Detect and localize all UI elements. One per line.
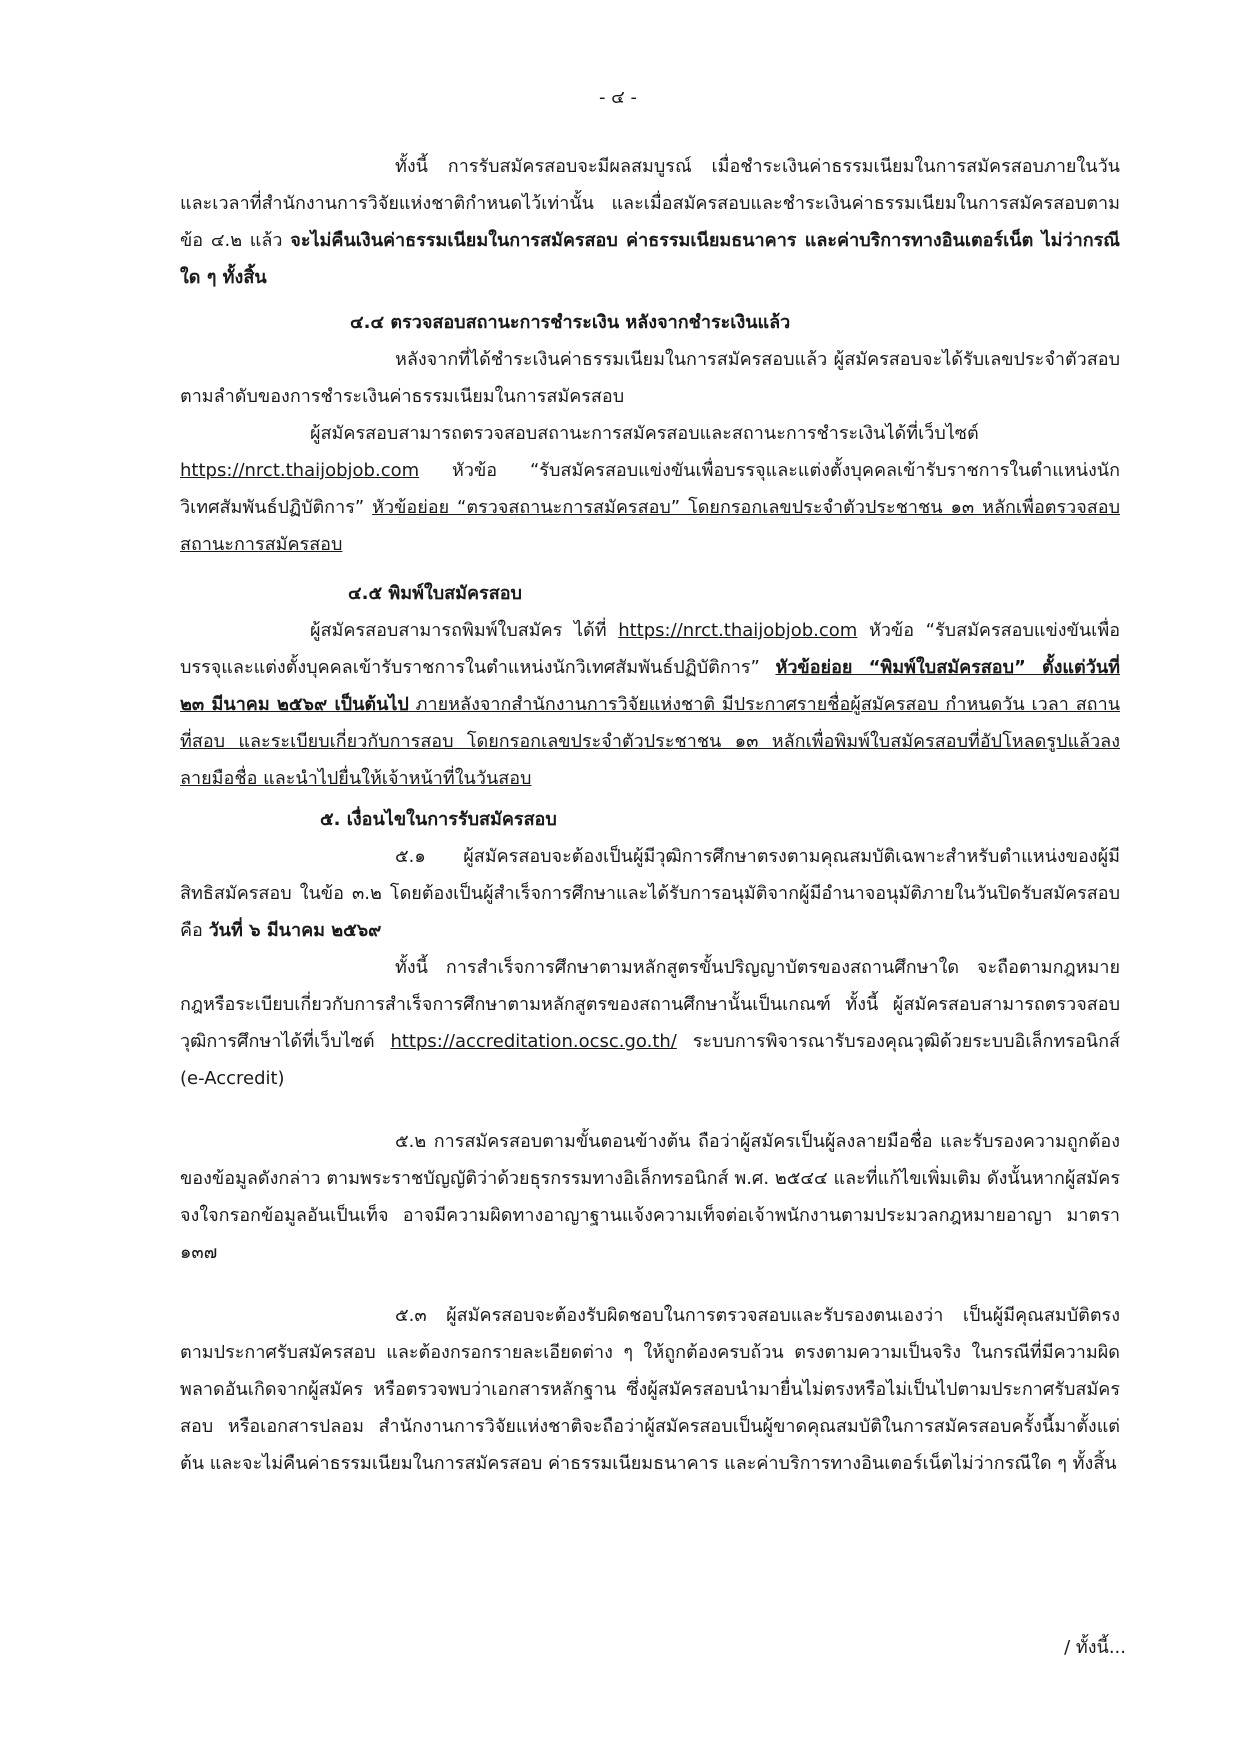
paragraph-text: ระบบการพิจารณารับรองคุณวุฒิด้วยระบบอิเล็กทรอนิกส์ (e-Accredit) [180,1031,1120,1089]
paragraph-text: ผู้สมัครสอบสามารถตรวจสอบสถานะการสมัครสอบและสถานะการชำระเงินได้ที่เว็บไซต์ [310,423,979,444]
accreditation-website-link[interactable]: https://accreditation.ocsc.go.th/ [390,1031,677,1052]
nrct-website-link[interactable]: https://nrct.thaijobjob.com [180,460,420,481]
nrct-website-link[interactable]: https://nrct.thaijobjob.com [618,620,858,641]
paragraph-text: หัวข้อ “รับสมัครสอบแข่งขันเพื่อบรรจุและแต่งตั้งบุคคลเข้ารับราชการในตำแหน่งนักวิเทศสัมพันธ์ปฏิบัติการ” [180,620,1120,678]
paragraph-check-status [180,415,1120,563]
paragraph-accreditation [180,949,1120,1097]
paragraph-5-3: ๕.๓ ผู้สมัครสอบจะต้องรับผิดชอบในการตรวจสอบและรับรองตนเองว่า เป็นผู้มีคุณสมบัติตรงตามประกาศรับสมัครสอบ และต้องกรอกรายละเอียดต่าง ๆ ให้ถูกต้องครบถ้วน ตรงตามความเป็นจริง ในกรณีที่มีความผิดพลาดอันเกิดจากผู้สมัคร หรือตรวจพบว่าเอกสารหลักฐาน ซึ่งผู้สมัครสอบนำมายื่นไม่ตรงหรือไม่เป็นไปตามประกาศรับสมัครสอบ หรือเอกสารปลอม สำนักงานการวิจัยแห่งชาติจะถือว่าผู้สมัครสอบเป็นผู้ขาดคุณสมบัติในการสมัครสอบครั้งนี้มาตั้งแต่ต้น และจะไม่คืนค่าธรรมเนียมในการสมัครสอบ ค่าธรรมเนียมธนาคาร และค่าบริการทางอินเตอร์เน็ตไม่ว่ากรณีใด ๆ ทั้งสิ้น [180,1305,1120,1474]
paragraph-5-1 [180,838,1120,949]
section-heading-5: ๕. เงื่อนไขในการรับสมัครสอบ [320,809,557,830]
check-status-instruction: หัวข้อย่อย “ตรวจสถานะการสมัครสอบ” โดยกรอกเลขประจำตัวประชาชน ๑๓ หลักเพื่อตรวจสอบสถานะการสมัครสอบ [180,497,1120,555]
paragraph-text: ทั้งนี้ การสำเร็จการศึกษาตามหลักสูตรขั้นปริญญาบัตรของสถานศึกษาใด จะถือตามกฎหมาย กฎหรือระเบียบเกี่ยวกับการสำเร็จการศึกษาตามหลักสูตรของสถานศึกษานั้นเป็นเกณฑ์ ทั้งนี้ ผู้สมัครสอบสามารถตรวจสอบวุฒิการศึกษาได้ที่เว็บไซต์ [180,957,1120,1052]
section-heading-4-4: ๔.๔ ตรวจสอบสถานะการชำระเงิน หลังจากชำระเงินแล้ว [350,312,791,333]
paragraph-text: ผู้สมัครสอบสามารถพิมพ์ใบสมัคร ได้ที่ [310,620,619,641]
print-form-instruction: ภายหลังจากสำนักงานการวิจัยแห่งชาติ มีประกาศรายชื่อผู้สมัครสอบ กำหนดวัน เวลา สถานที่สอบ และระเบียบเกี่ยวกับการสอบ โดยกรอกเลขประจำตัวประชาชน ๑๓ หลักเพื่อพิมพ์ใบสมัครสอบที่อัปโหลดรูปแล้วลงลายมือชื่อ และนำไปยื่นให้เจ้าหน้าที่ในวันสอบ [180,694,1120,789]
paragraph-text: หัวข้อ “รับสมัครสอบแข่งขันเพื่อบรรจุและแต่งตั้งบุคคลเข้ารับราชการในตำแหน่งนักวิเทศสัมพันธ์ปฏิบัติการ” [180,460,1120,518]
document-body [180,148,1120,1482]
paragraph-fee-completion [180,148,1120,296]
closing-date: วันที่ ๖ มีนาคม ๒๕๖๙ [208,920,382,941]
paragraph-exam-id: หลังจากที่ได้ชำระเงินค่าธรรมเนียมในการสมัครสอบแล้ว ผู้สมัครสอบจะได้รับเลขประจำตัวสอบตามลำดับของการชำระเงินค่าธรรมเนียมในการสมัครสอบ [180,349,1120,407]
page-number: - ๔ - [598,87,638,108]
no-refund-statement: จะไม่คืนเงินค่าธรรมเนียมในการสมัครสอบ ค่าธรรมเนียมธนาคาร และค่าบริการทางอินเตอร์เน็ต ไม่ว่ากรณีใด ๆ ทั้งสิ้น [180,230,1120,288]
section-heading-4-5: ๔.๕ พิมพ์ใบสมัครสอบ [348,583,522,604]
print-form-date: หัวข้อย่อย “พิมพ์ใบสมัครสอบ” ตั้งแต่วันที่ ๒๓ มีนาคม ๒๕๖๙ เป็นต้นไป [180,657,1120,715]
paragraph-text: ทั้งนี้ การรับสมัครสอบจะมีผลสมบูรณ์ เมื่อชำระเงินค่าธรรมเนียมในการสมัครสอบภายในวันและเวลาที่สำนักงานการวิจัยแห่งชาติกำหนดไว้เท่านั้น และเมื่อสมัครสอบและชำระเงินค่าธรรมเนียมในการสมัครสอบตามข้อ ๔.๒ แล้ว [180,156,1120,251]
continuation-note: / ทั้งนี้... [1064,1637,1126,1658]
paragraph-5-2: ๕.๒ การสมัครสอบตามขั้นตอนข้างต้น ถือว่าผู้สมัครเป็นผู้ลงลายมือชื่อ และรับรองความถูกต้องของข้อมูลดังกล่าว ตามพระราชบัญญัติว่าด้วยธุรกรรมทางอิเล็กทรอนิกส์ พ.ศ. ๒๕๔๔ และที่แก้ไขเพิ่มเติม ดังนั้นหากผู้สมัครจงใจกรอกข้อมูลอันเป็นเท็จ อาจมีความผิดทางอาญาฐานแจ้งความเท็จต่อเจ้าพนักงานตามประมวลกฎหมายอาญา มาตรา ๑๓๗ [180,1131,1120,1263]
paragraph-print-form [180,612,1120,797]
paragraph-text: ๕.๑ ผู้สมัครสอบจะต้องเป็นผู้มีวุฒิการศึกษาตรงตามคุณสมบัติเฉพาะสำหรับตำแหน่งของผู้มีสิทธิสมัครสอบ ในข้อ ๓.๒ โดยต้องเป็นผู้สำเร็จการศึกษาและได้รับการอนุมัติจากผู้มีอำนาจอนุมัติภายในวันปิดรับสมัครสอบ คือ [180,846,1120,941]
